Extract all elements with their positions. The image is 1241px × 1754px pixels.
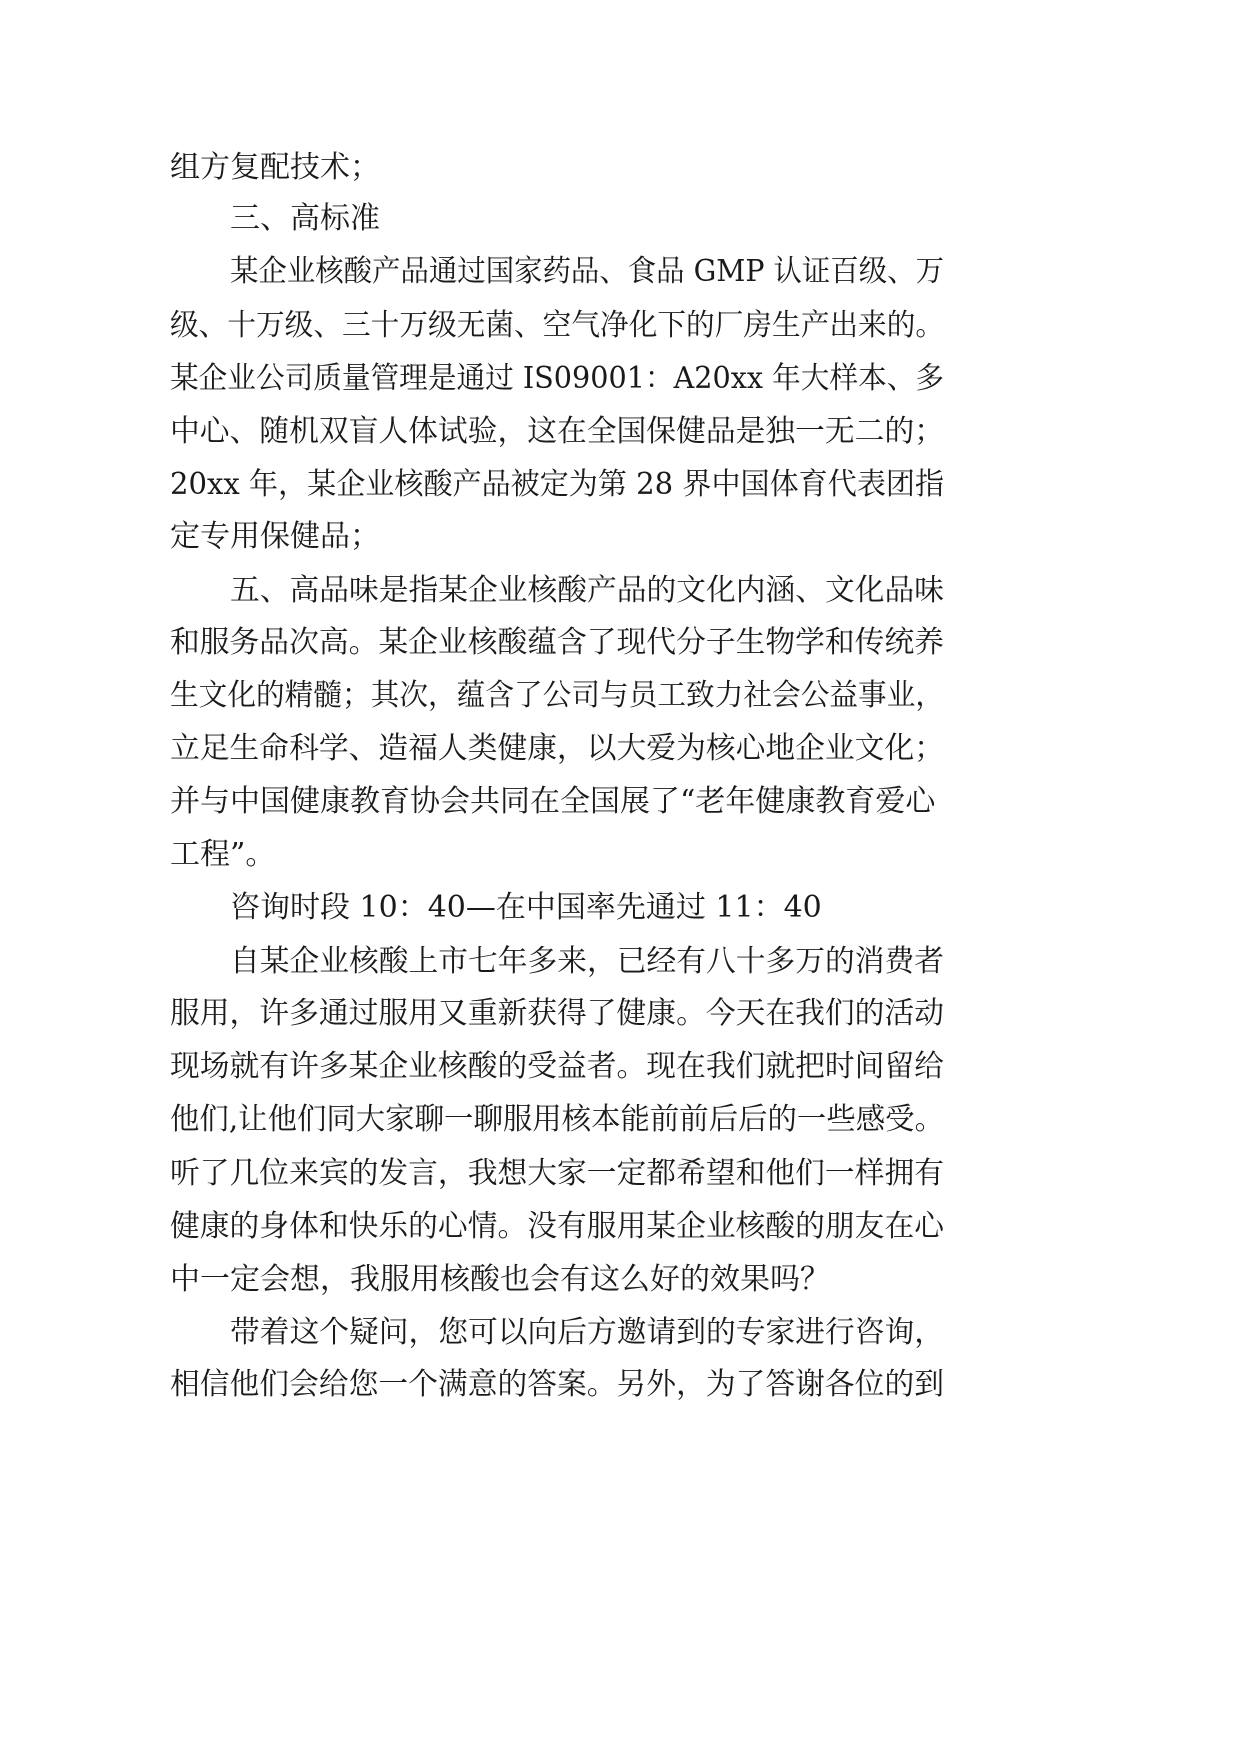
text-line: 听了几位来宾的发言，我想大家一定都希望和他们一样拥有: [170, 1156, 944, 1191]
text-line: 相信他们会给您一个满意的答案。另外，为了答谢各位的到: [170, 1367, 944, 1402]
text-line: 组方复配技术；: [170, 150, 380, 185]
text-line: 定专用保健品；: [170, 519, 380, 554]
text-line: 某企业公司质量管理是通过 IS09001：A20xx 年大样本、多: [170, 361, 945, 396]
text-line: 级、十万级、三十万级无菌、空气净化下的厂房生产出来的。: [170, 308, 945, 343]
text-line: 生文化的精髓；其次，蕴含了公司与员工致力社会公益事业，: [170, 678, 945, 713]
text-line: 现场就有许多某企业核酸的受益者。现在我们就把时间留给: [170, 1049, 944, 1084]
text-line: 带着这个疑问，您可以向后方邀请到的专家进行咨询，: [230, 1315, 945, 1350]
text-line: 咨询时段 10：40—在中国率先通过 11：40: [230, 890, 822, 925]
text-line: 健康的身体和快乐的心情。没有服用某企业核酸的朋友在心: [170, 1209, 944, 1244]
text-line: 工程”。: [170, 837, 276, 872]
section-heading: 三、高标准: [230, 201, 380, 236]
text-line: 他们,让他们同大家聊一聊服用核本能前前后后的一些感受。: [170, 1102, 944, 1137]
text-line: 立足生命科学、造福人类健康，以大爱为核心地企业文化；: [170, 731, 944, 766]
text-line: 五、高品味是指某企业核酸产品的文化内涵、文化品味: [230, 573, 945, 608]
text-line: 某企业核酸产品通过国家药品、食品 GMP 认证百级、万: [230, 254, 944, 289]
text-line: 并与中国健康教育协会共同在全国展了“老年健康教育爱心: [170, 784, 936, 819]
text-line: 自某企业核酸上市七年多来，已经有八十多万的消费者: [230, 944, 945, 979]
text-line: 20xx 年，某企业核酸产品被定为第 28 界中国体育代表团指: [170, 467, 945, 502]
text-line: 中心、随机双盲人体试验，这在全国保健品是独一无二的；: [170, 414, 944, 449]
text-line: 服用，许多通过服用又重新获得了健康。今天在我们的活动: [170, 996, 944, 1031]
text-line: 中一定会想，我服用核酸也会有这么好的效果吗？: [170, 1262, 830, 1297]
text-line: 和服务品次高。某企业核酸蕴含了现代分子生物学和传统养: [170, 625, 944, 660]
